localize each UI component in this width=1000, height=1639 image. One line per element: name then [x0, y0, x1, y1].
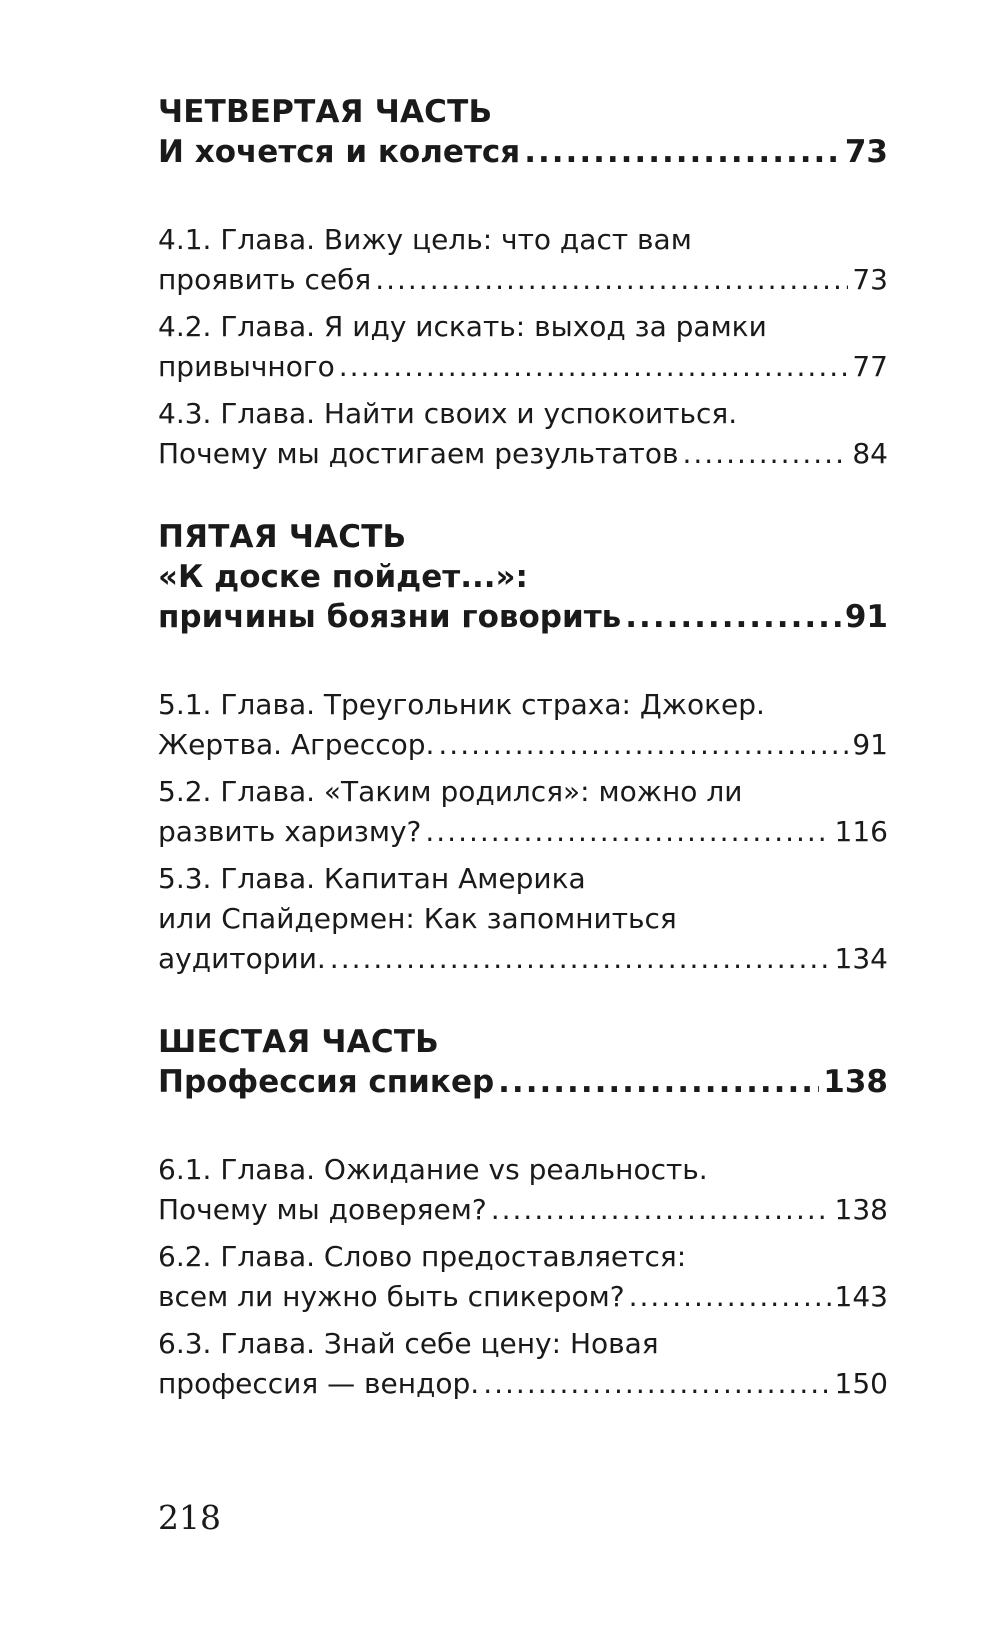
chapter-title-line: 6.3. Глава. Знай себе цену: Новая — [158, 1327, 659, 1360]
chapter-title-line: или Спайдермен: Как запомниться — [158, 902, 677, 935]
dot-leader — [483, 1364, 830, 1404]
chapter-title-line: аудитории. — [158, 942, 326, 975]
part-label: ПЯТАЯ ЧАСТЬ — [158, 519, 407, 555]
chapter-title-line: всем ли нужно быть спикером? — [158, 1280, 625, 1313]
chapter-title-line: Жертва. Агрессор. — [158, 728, 435, 761]
part-title-entry[interactable] — [158, 597, 888, 637]
chapter-entry[interactable] — [158, 1150, 888, 1230]
chapter-title-line: привычного — [158, 350, 335, 383]
part-title: И хочется и колется — [158, 134, 521, 170]
page-ref: 150 — [834, 1367, 888, 1400]
chapter-title-line: 5.3. Глава. Капитан Америка — [158, 862, 586, 895]
chapter-title-line: профессия — вендор. — [158, 1367, 480, 1400]
dot-leader — [491, 1190, 831, 1230]
page-ref: 91 — [844, 599, 888, 635]
part-heading-5 — [158, 517, 888, 637]
dot-leader — [625, 597, 841, 637]
page-ref: 84 — [852, 437, 888, 470]
chapter-entry[interactable] — [158, 1324, 888, 1404]
chapter-title-line: 4.2. Глава. Я иду искать: выход за рамки — [158, 310, 767, 343]
chapter-entry[interactable] — [158, 307, 888, 387]
page-ref: 73 — [844, 134, 888, 170]
table-of-contents — [158, 92, 888, 1411]
page-number: 218 — [158, 1498, 221, 1537]
dot-leader — [682, 434, 848, 474]
chapter-entry[interactable] — [158, 1237, 888, 1317]
chapter-title-line: 6.2. Глава. Слово предоставляется: — [158, 1240, 687, 1273]
dot-leader — [330, 939, 831, 979]
dot-leader — [339, 347, 849, 387]
page-ref: 77 — [852, 350, 888, 383]
part-title: причины боязни говорить — [158, 599, 622, 635]
chapter-title-line: 4.3. Глава. Найти своих и успокоиться. — [158, 397, 738, 430]
dot-leader — [629, 1277, 831, 1317]
part-title: Профессия спикер — [158, 1064, 495, 1100]
chapter-title-line: 5.2. Глава. «Таким родился»: можно ли — [158, 775, 743, 808]
page-ref: 134 — [834, 942, 888, 975]
page-ref: 138 — [823, 1064, 888, 1100]
dot-leader — [425, 812, 830, 852]
chapter-entry[interactable] — [158, 772, 888, 852]
chapter-title-line: Почему мы доверяем? — [158, 1193, 487, 1226]
dot-leader — [498, 1062, 819, 1102]
page-ref: 73 — [852, 263, 888, 296]
chapter-entry[interactable] — [158, 859, 888, 979]
chapter-entry[interactable] — [158, 394, 888, 474]
chapter-title-line: проявить себя — [158, 263, 372, 296]
dot-leader — [438, 725, 848, 765]
part-label: ЧЕТВЕРТАЯ ЧАСТЬ — [158, 94, 493, 130]
chapter-title-line: развить харизму? — [158, 815, 422, 848]
part-heading-4 — [158, 92, 888, 172]
part-label: ШЕСТАЯ ЧАСТЬ — [158, 1024, 439, 1060]
chapter-entry[interactable] — [158, 685, 888, 765]
chapter-title-line: 6.1. Глава. Ожидание vs реальность. — [158, 1153, 708, 1186]
part-title-entry[interactable] — [158, 132, 888, 172]
page-ref: 116 — [834, 815, 888, 848]
page-ref: 91 — [852, 728, 888, 761]
dot-leader — [375, 260, 848, 300]
part-title-line: «К доске пойдет...»: — [158, 559, 528, 595]
chapter-title-line: Почему мы достигаем результатов — [158, 437, 679, 470]
page-ref: 138 — [834, 1193, 888, 1226]
dot-leader — [524, 132, 841, 172]
chapter-title-line: 5.1. Глава. Треугольник страха: Джокер. — [158, 688, 765, 721]
chapter-entry[interactable] — [158, 220, 888, 300]
page-ref: 143 — [834, 1280, 888, 1313]
part-heading-6 — [158, 1022, 888, 1102]
part-title-entry[interactable] — [158, 1062, 888, 1102]
chapter-title-line: 4.1. Глава. Вижу цель: что даст вам — [158, 223, 692, 256]
